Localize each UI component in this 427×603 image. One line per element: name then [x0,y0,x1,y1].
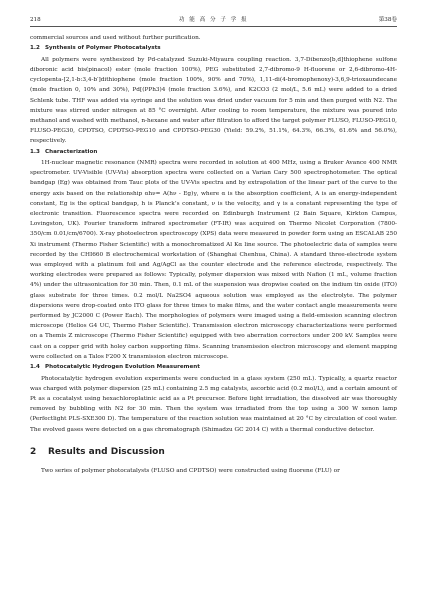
paragraph-synthesis: All polymers were synthesized by Pd-catalyzed Suzuki-Miyaura coupling reaction. 3,7-Dibenzo[b,d]thiophene sulfone diboronic acid bis(pinacol) ester (mole fraction 100%), PEG substituted 2,7-dibromo-9 H-fluorene or 2,6-dibromo-4H-cyclopenta-[2,1-b:3,4-b′]dithiophene (mole fraction 100%, 90% and 70%), 1,11-di(4-bromophenoxy)-3,6,9-trioxaundecane (mole fraction 0, 10% and 30%), Pd[(PPh3)4 (mole fraction 3.6%), and K2CO3 (2 mol/L, 5.6 mL) were added to a dried Schlenk tube. THF was added via syringe and the solution was dried under vacuum for 5 min and then purged with N2. The mixture was stirred under nitrogen at 85 °C overnight. After cooling to room temperature, the mixture was poured into methanol and washed with methanol, n-hexane and water after filtration to afford the target polymer FLUSO, FLUSO-PEG10, FLUSO-PEG30, CPDTSO, CPDTSO-PEG10 and CPDTSO-PEG30 (Yield: 59.2%, 51.1%, 64.3%, 66.3%, 61.6% and 56.0%), respectively. [30,56,397,145]
heading-number: 1.4 [30,364,40,371]
paragraph-hydrogen-evolution: Photocatalytic hydrogen evolution experiments were conducted in a glass system (250 mL). Typically, a quartz reactor was charged with polymer dispersion (25 mL) containing 2.5 mg catalysts, ascorbic acid (0.2 mol/L), and a certain amount of Pt as a cocatalyst using hexachloroplatinic acid as a Pt precursor. Before light irradiation, the dissolved air was thoroughly removed by bubbling with N2 for 30 min. Then the system was irradiated from the top using a 300 W xenon lamp (Perfectlight PLS-SXE300 D). The temperature of the reaction solution was maintained at 20 °C by circulation of cool water. The evolved gases were detected on a gas chromatograph (Shimadzu GC 2014 C) with a thermal conductive detector. [30,375,397,433]
heading-title: Characterization [45,148,98,155]
volume-label: 第38卷 [378,17,397,23]
intro-paragraph: commercial sources and used without further purification. [30,35,201,41]
heading-title: Photocatalytic Hydrogen Evolution Measurement [45,364,200,371]
paragraph-results: Two series of polymer photocatalysts (FLUSO and CPDTSO) were constructed using fluorene (FLU) or [41,467,340,474]
running-header [30,14,397,27]
section-title: Results and Discussion [48,446,165,457]
heading-number: 1.3 [30,148,40,155]
heading-number: 1.2 [30,45,40,52]
journal-title: 功 能 高 分 子 学 报 [178,17,249,23]
page-number: 218 [30,17,41,23]
paragraph-characterization: 1H-nuclear magnetic resonance (NMR) spectra were recorded in solution at 400 MHz, using a Bruker Avance 400 NMR spectrometer. UV-Visible (UV-Vis) absorption spectra were collected on a Varian Cary 500 spectrophotometer. The optical bandgap (Eg) was obtained from Tauc plots of the UV-Vis spectra and by extrapolation of the linear part of the curve to the energy axis based on the relationship αhν= A(hν - Eg)γ, where α is the absorption coefficient, A is an energy-independent constant, Eg is the optical bandgap, h is Planck’s constant, ν is the velocity, and γ is a constant representing the type of electronic transition. Fluorescence spectra were recorded on Edinburgh Instrument (2 Bain Square, Kirkton Campus, Lovingston, UK). Fourier transform infrared spectrometer (FT-IR) was acquired on Thermo Nicolet Corporation (7800-350/cm 0.01/cm/6700). X-ray photoelectron spectroscopy (XPS) data were measured in powder form using an ESCALAB 250 Xi instrument (Thermo Fisher Scientific) with a monochromatized Al Kα line source. The photoelectric data of samples were recorded by the CHI660 B electrochemical workstation of (Shanghai Chenhua, China). A standard three-electrode system was employed with a platinum foil and Ag/AgCl as the counter electrode and the reference electrode, respectively. The working electrodes were prepared as follows: Typically, polymer dispersion was mixed with Nafion (1 mL, volume fraction 4%) under the ultrasonication for 30 min. Then, 0.1 mL of the suspension was dropwise coated on the indium tin oxide (ITO) glass substrate for three times. 0.2 mol/L Na2SO4 aqueous solution was employed as the electrolyte. The polymer dispersions were drop-coated onto ITO glass for three times to make films, and the water contact angle measurements were performed by JC2000 C (Power Each). The morphologies of polymers were imaged using a field-emission scanning electron microscope (Helios G4 UC, Thermo Fisher Scientific). Transmission electron microscopy characterizations were performed on a Themis Z microscope (Thermo Fisher Scientific) equipped with two aberration correctors under 200 kV. Samples were cast on a copper grid with holey carbon supporting films. Scanning transmission electron microscopy and element mapping were collected on a Talos F200 X transmission electron microscope. [30,160,397,360]
heading-hydrogen-evolution [30,362,397,374]
section-results-discussion [30,446,397,458]
heading-characterization [30,147,397,159]
section-number: 2 [30,446,37,457]
heading-title: Synthesis of Polymer Photocatalysts [45,45,161,52]
article-body [30,33,397,476]
heading-synthesis [30,43,397,55]
